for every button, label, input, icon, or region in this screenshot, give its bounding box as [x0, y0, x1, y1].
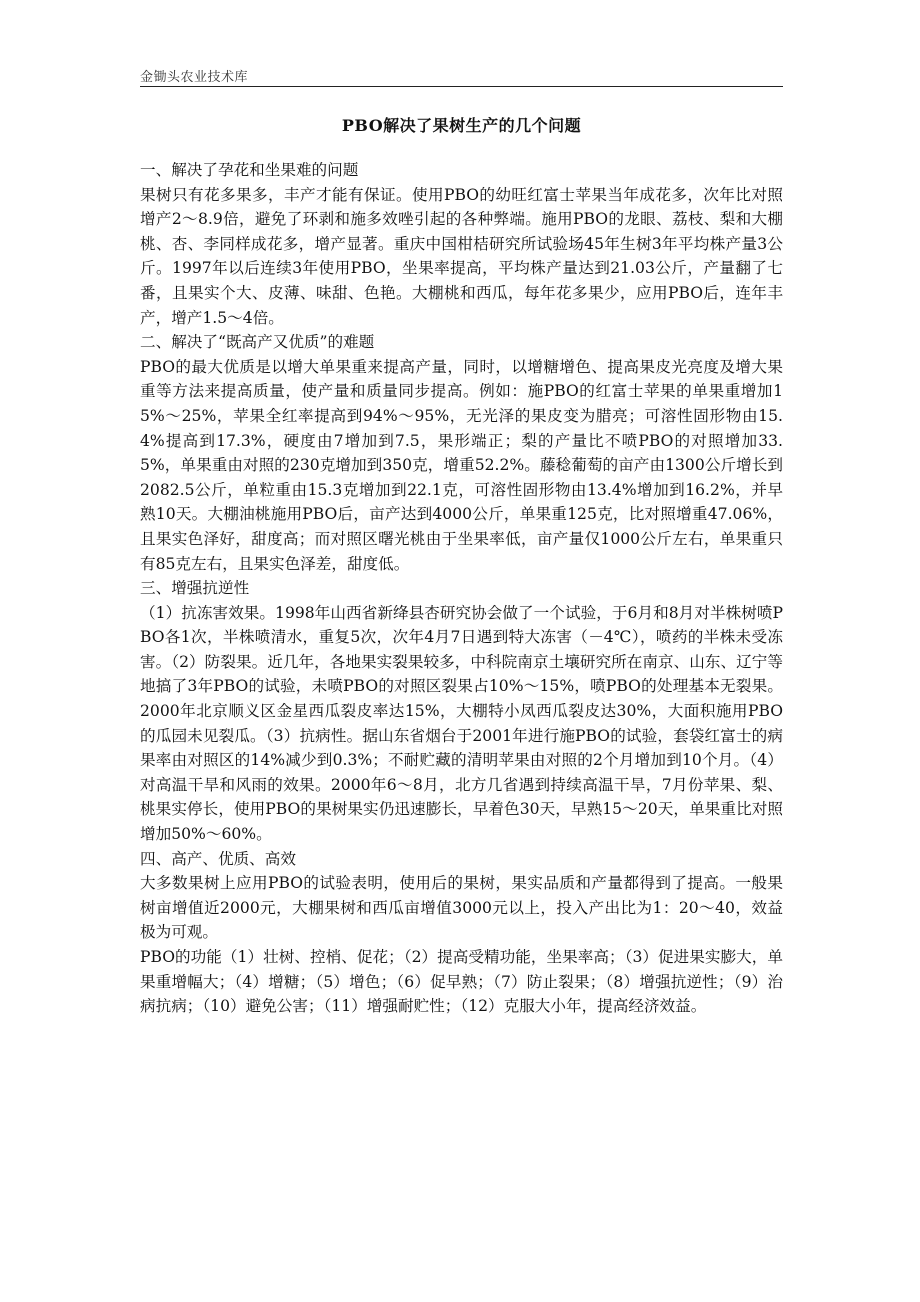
section-3-paragraph: （1）抗冻害效果。1998年山西省新绛县杏研究协会做了一个试验，于6月和8月对半株树喷PBO各1次，半株喷清水，重复5次，次年4月7日遇到特大冻害（－4℃），喷药的半株未受冻害。（2）防裂果。近几年，各地果实裂果较多，中科院南京土壤研究所在南京、山东、辽宁等地搞了3年PBO的试验，未喷PBO的对照区裂果占10%～15%，喷PBO的处理基本无裂果。2000年北京顺义区金星西瓜裂皮率达15%，大棚特小凤西瓜裂皮达30%，大面积施用PBO的瓜园未见裂瓜。（3）抗病性。据山东省烟台于2001年进行施PBO的试验，套袋红富士的病果率由对照区的14%减少到0.3%；不耐贮藏的清明苹果由对照的2个月增加到10个月。（4）对高温干旱和风雨的效果。2000年6～8月，北方几省遇到持续高温干旱，7月份苹果、梨、桃果实停长，使用PBO的果树果实仍迅速膨长，早着色30天，早熟15～20天，单果重比对照增加50%～60%。 [140, 603, 783, 844]
header-source-text: 金锄头农业技术库 [140, 70, 249, 85]
document-title: PBO解决了果树生产的几个问题 [341, 116, 582, 135]
section-3-heading: 三、增强抗逆性 [140, 579, 250, 598]
section-4-paragraph-1: 大多数果树上应用PBO的试验表明，使用后的果树，果实品质和产量都得到了提高。一般果树亩增值近2000元，大棚果树和西瓜亩增值3000元以上，投入产出比为1：20～40，效益极为可观。 [140, 874, 783, 942]
document-body [140, 158, 783, 1019]
section-1-heading: 一、解决了孕花和坐果难的问题 [140, 161, 359, 179]
section-2-paragraph: PBO的最大优质是以增大单果重来提高产量，同时，以增糖增色、提高果皮光亮度及增大果重等方法来提高质量，使产量和质量同步提高。例如：施PBO的红富士苹果的单果重增加15%～25%，苹果全红率提高到94%～95%，无光泽的果皮变为腊亮；可溶性固形物由15.4%提高到17.3%，硬度由7增加到7.5，果形端正；梨的产量比不喷PBO的对照增加33.5%，单果重由对照的230克增加到350克，增重52.2%。藤稔葡萄的亩产由1300公斤增长到2082.5公斤，单粒重由15.3克增加到22.1克，可溶性固形物由13.4%增加到16.2%，并早熟10天。大棚油桃施用PBO后，亩产达到4000公斤，单果重125克，比对照增重47.06%，且果实色泽好，甜度高；而对照区曙光桃由于坐果率低，亩产量仅1000公斤左右，单果重只有85克左右，且果实色泽差，甜度低。 [140, 357, 783, 573]
section-2-heading: 二、解决了“既高产又优质”的难题 [140, 333, 375, 352]
section-1-paragraph: 果树只有花多果多，丰产才能有保证。使用PBO的幼旺红富士苹果当年成花多，次年比对照增产2～8.9倍，避免了环剥和施多效唑引起的各种弊端。施用PBO的龙眼、荔枝、梨和大棚桃、杏、李同样成花多，增产显著。重庆中国柑桔研究所试验场45年生树3年平均株产量3公斤。1997年以后连续3年使用PBO，坐果率提高，平均株产量达到21.03公斤，产量翻了七番，且果实个大、皮薄、味甜、色艳。大棚桃和西瓜，每年花多果少，应用PBO后，连年丰产，增产1.5～4倍。 [140, 185, 783, 327]
section-4-heading: 四、高产、优质、高效 [140, 849, 296, 868]
page-header [140, 62, 783, 87]
section-4-paragraph-2: PBO的功能（1）壮树、控梢、促花；（2）提高受精功能，坐果率高；（3）促进果实膨大，单果重增幅大；（4）增糖；（5）增色；（6）促早熟；（7）防止裂果；（8）增强抗逆性；（9）治病抗病；（10）避免公害；（11）增强耐贮性；（12）克服大小年，提高经济效益。 [140, 948, 783, 1016]
